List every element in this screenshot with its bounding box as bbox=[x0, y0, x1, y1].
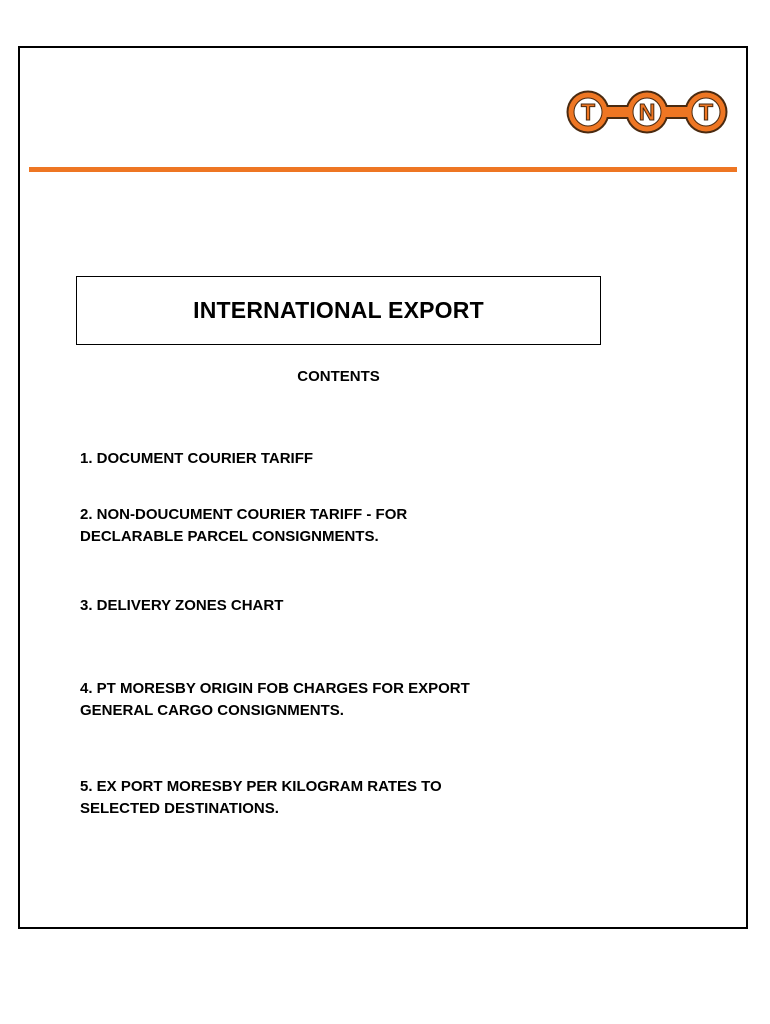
toc-item-4: 4. PT MORESBY ORIGIN FOB CHARGES FOR EXPORT GENERAL CARGO CONSIGNMENTS. bbox=[80, 680, 470, 719]
toc-item-2: 2. NON-DOUCUMENT COURIER TARIFF - FOR DECLARABLE PARCEL CONSIGNMENTS. bbox=[80, 506, 408, 545]
header-divider bbox=[29, 167, 737, 172]
logo-letter-1: T bbox=[580, 99, 596, 125]
logo-letter-2: N bbox=[638, 99, 656, 125]
logo-letter-3: T bbox=[698, 99, 714, 125]
contents-heading: CONTENTS bbox=[297, 368, 380, 385]
tnt-logo bbox=[563, 88, 731, 136]
toc-item-5: 5. EX PORT MORESBY PER KILOGRAM RATES TO SELECTED DESTINATIONS. bbox=[80, 778, 442, 817]
document-title: INTERNATIONAL EXPORT bbox=[193, 297, 484, 323]
toc-item-1: 1. DOCUMENT COURIER TARIFF bbox=[80, 450, 314, 467]
title-box bbox=[76, 276, 601, 345]
toc-item-3: 3. DELIVERY ZONES CHART bbox=[80, 597, 284, 614]
